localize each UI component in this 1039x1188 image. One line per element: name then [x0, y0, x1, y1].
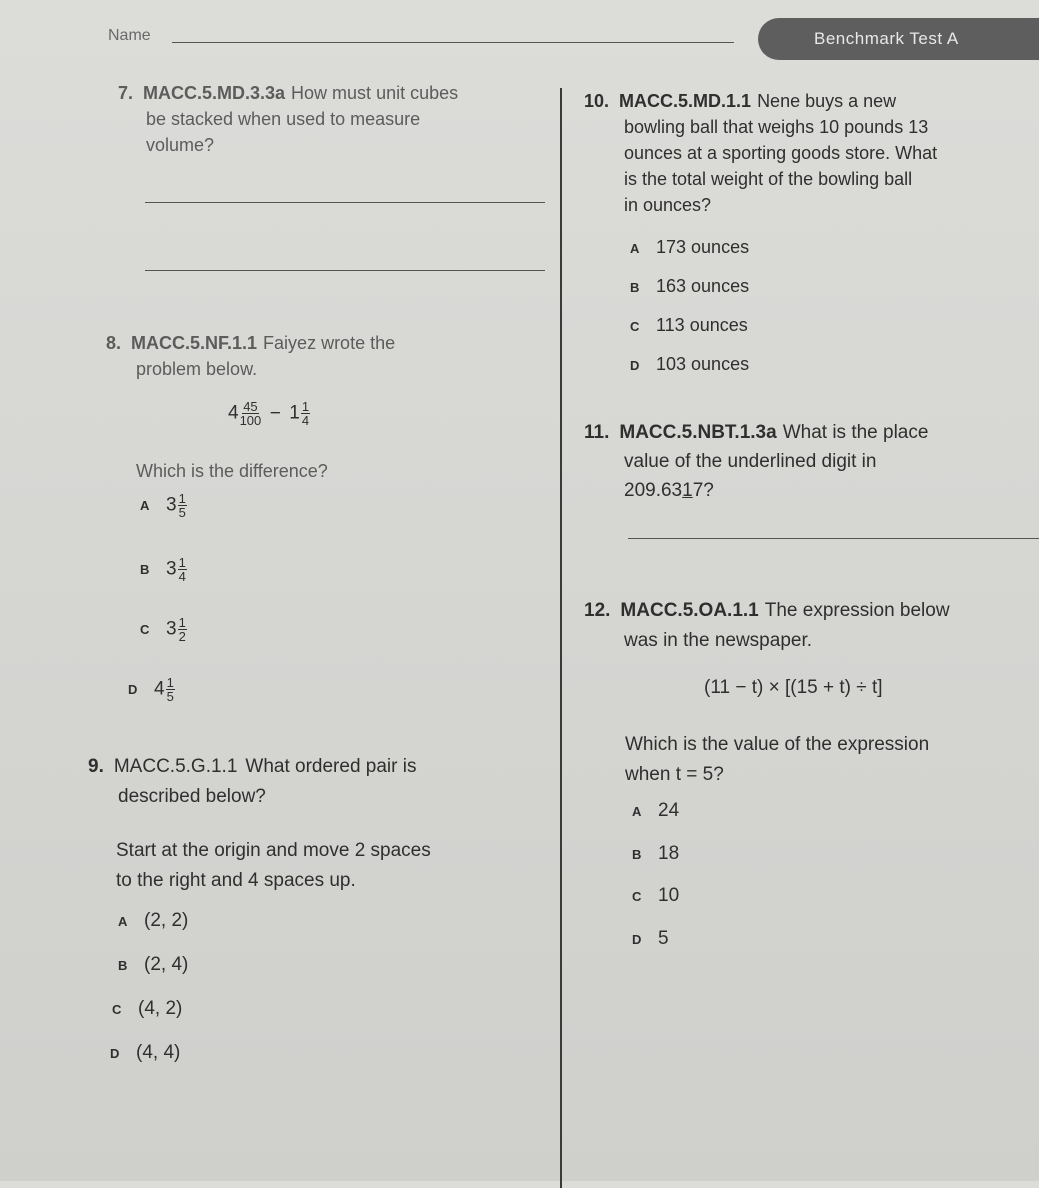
option-numerator: 1: [178, 615, 186, 630]
question-11: [584, 418, 1034, 505]
question-8-option-a[interactable]: [140, 492, 187, 519]
question-9-option-b[interactable]: [118, 954, 188, 976]
problem-numerator-2: 1: [301, 399, 310, 414]
name-answer-line[interactable]: [172, 42, 734, 43]
question-10: [584, 88, 1024, 218]
question-12-prompt-line-1: Which is the value of the expression: [625, 734, 930, 755]
option-text: 113 ounces: [656, 315, 748, 335]
option-text: (4, 2): [138, 998, 183, 1019]
option-letter: B: [140, 562, 150, 578]
question-12-text-line-1: The expression below: [764, 600, 950, 621]
option-denominator: 5: [166, 689, 174, 704]
option-letter: A: [630, 241, 640, 256]
question-10-option-c[interactable]: [630, 315, 748, 336]
question-8-code: MACC.5.NF.1.1: [131, 333, 258, 353]
problem-whole-2: 1: [289, 402, 300, 424]
question-10-number: 10.: [584, 91, 610, 111]
question-7-answer-line-1[interactable]: [145, 202, 545, 203]
question-8-number: 8.: [106, 333, 122, 353]
number-after: 7?: [692, 480, 714, 501]
option-text: (2, 4): [144, 954, 189, 975]
question-12-number: 12.: [584, 600, 611, 621]
option-numerator: 1: [178, 555, 186, 570]
question-10-text-line-1: Nene buys a new: [757, 91, 897, 111]
problem-whole-1: 4: [228, 402, 239, 424]
option-text: (4, 4): [136, 1042, 181, 1063]
option-text: 18: [658, 843, 680, 864]
option-letter: B: [118, 958, 128, 973]
question-9-code: MACC.5.G.1.1: [113, 756, 238, 777]
option-numerator: 1: [166, 675, 174, 690]
option-denominator: 4: [178, 569, 186, 584]
option-letter: C: [112, 1002, 122, 1017]
question-9-description-line-2: to the right and 4 spaces up.: [116, 870, 356, 891]
option-letter: C: [140, 622, 150, 638]
question-8-text-line-1: Faiyez wrote the: [263, 333, 396, 353]
option-text: 10: [658, 885, 680, 906]
option-denominator: 5: [178, 505, 186, 520]
question-10-code: MACC.5.MD.1.1: [619, 91, 752, 111]
problem-operator: −: [269, 402, 281, 424]
question-12-option-b[interactable]: [632, 843, 679, 865]
option-letter: A: [632, 804, 642, 819]
underlined-digit: 1: [682, 480, 693, 501]
question-12-prompt-line-2: when t = 5?: [625, 764, 724, 785]
question-11-number-value: [584, 476, 1034, 505]
question-8-problem: [228, 400, 310, 427]
question-12-option-a[interactable]: [632, 800, 679, 822]
option-text: 24: [658, 800, 680, 821]
question-10-text-line-5: in ounces?: [624, 195, 712, 215]
option-letter: B: [630, 280, 640, 295]
question-10-text-line-3: ounces at a sporting goods store. What: [624, 143, 938, 163]
option-text: 163 ounces: [656, 276, 750, 296]
question-8: [106, 330, 546, 382]
option-letter: D: [128, 682, 138, 698]
question-8-prompt: Which is the difference?: [136, 461, 328, 481]
option-denominator: 2: [178, 629, 186, 644]
problem-numerator-1: 45: [243, 399, 258, 414]
question-12-prompt: [625, 730, 1035, 790]
question-10-text-line-2: bowling ball that weighs 10 pounds 13: [624, 117, 929, 137]
question-12-code: MACC.5.OA.1.1: [620, 600, 759, 621]
name-label: Name: [108, 27, 151, 44]
question-7-answer-line-2[interactable]: [145, 270, 545, 271]
option-whole: 3: [166, 558, 177, 580]
option-text: 173 ounces: [656, 237, 750, 257]
question-10-option-a[interactable]: [630, 237, 749, 258]
question-9-number: 9.: [88, 756, 104, 777]
question-7-text-line-1: How must unit cubes: [291, 83, 459, 103]
question-12-option-c[interactable]: [632, 885, 679, 907]
option-whole: 3: [166, 618, 177, 640]
question-8-text-line-2: problem below.: [136, 359, 258, 379]
option-letter: C: [630, 319, 640, 334]
option-letter: C: [632, 889, 642, 904]
question-8-option-c[interactable]: [140, 616, 187, 643]
question-7-code: MACC.5.MD.3.3a: [143, 83, 286, 103]
question-7-text-line-3: volume?: [146, 135, 215, 155]
question-11-text-line-2: value of the underlined digit in: [624, 451, 877, 472]
question-9-text-line-2: described below?: [118, 786, 266, 807]
option-text: (2, 2): [144, 910, 189, 931]
problem-denominator-2: 4: [301, 413, 310, 428]
option-whole: 3: [166, 494, 177, 516]
option-whole: 4: [154, 678, 165, 700]
problem-denominator-1: 100: [239, 413, 262, 428]
question-7: [118, 80, 558, 158]
column-divider: [560, 88, 562, 1188]
question-7-number: 7.: [118, 83, 134, 103]
question-9-description-line-1: Start at the origin and move 2 spaces: [116, 840, 431, 861]
question-10-option-b[interactable]: [630, 276, 749, 297]
question-9-text-line-1: What ordered pair is: [245, 756, 417, 777]
number-before: 209.63: [624, 480, 683, 501]
question-9-option-d[interactable]: [110, 1042, 180, 1064]
question-9-option-c[interactable]: [112, 998, 182, 1020]
question-11-number: 11.: [584, 422, 610, 443]
option-letter: A: [118, 914, 128, 929]
option-letter: D: [632, 932, 642, 947]
question-7-text-line-2: be stacked when used to measure: [146, 109, 421, 129]
question-11-answer-line[interactable]: [628, 538, 1039, 539]
question-8-option-b[interactable]: [140, 556, 187, 583]
question-11-text-line-1: What is the place: [782, 422, 929, 443]
option-letter: B: [632, 847, 642, 862]
question-12-option-d[interactable]: [632, 928, 669, 950]
question-8-option-d[interactable]: [128, 676, 175, 703]
question-12-expression: (11 − t) × [(15 + t) ÷ t]: [704, 677, 883, 698]
question-12: [584, 596, 1034, 656]
option-text: 103 ounces: [656, 354, 750, 374]
option-letter: D: [110, 1046, 120, 1061]
question-9-description: [116, 836, 556, 896]
question-10-text-line-4: is the total weight of the bowling ball: [624, 169, 913, 189]
question-9: [88, 752, 548, 812]
question-12-text-line-2: was in the newspaper.: [624, 630, 813, 651]
option-text: 5: [658, 928, 669, 949]
test-title-banner: Benchmark Test A: [758, 18, 1039, 60]
question-9-option-a[interactable]: [118, 910, 188, 932]
option-letter: A: [140, 498, 150, 514]
question-11-code: MACC.5.NBT.1.3a: [619, 422, 777, 443]
option-numerator: 1: [178, 491, 186, 506]
question-10-option-d[interactable]: [630, 354, 749, 375]
option-letter: D: [630, 358, 640, 373]
